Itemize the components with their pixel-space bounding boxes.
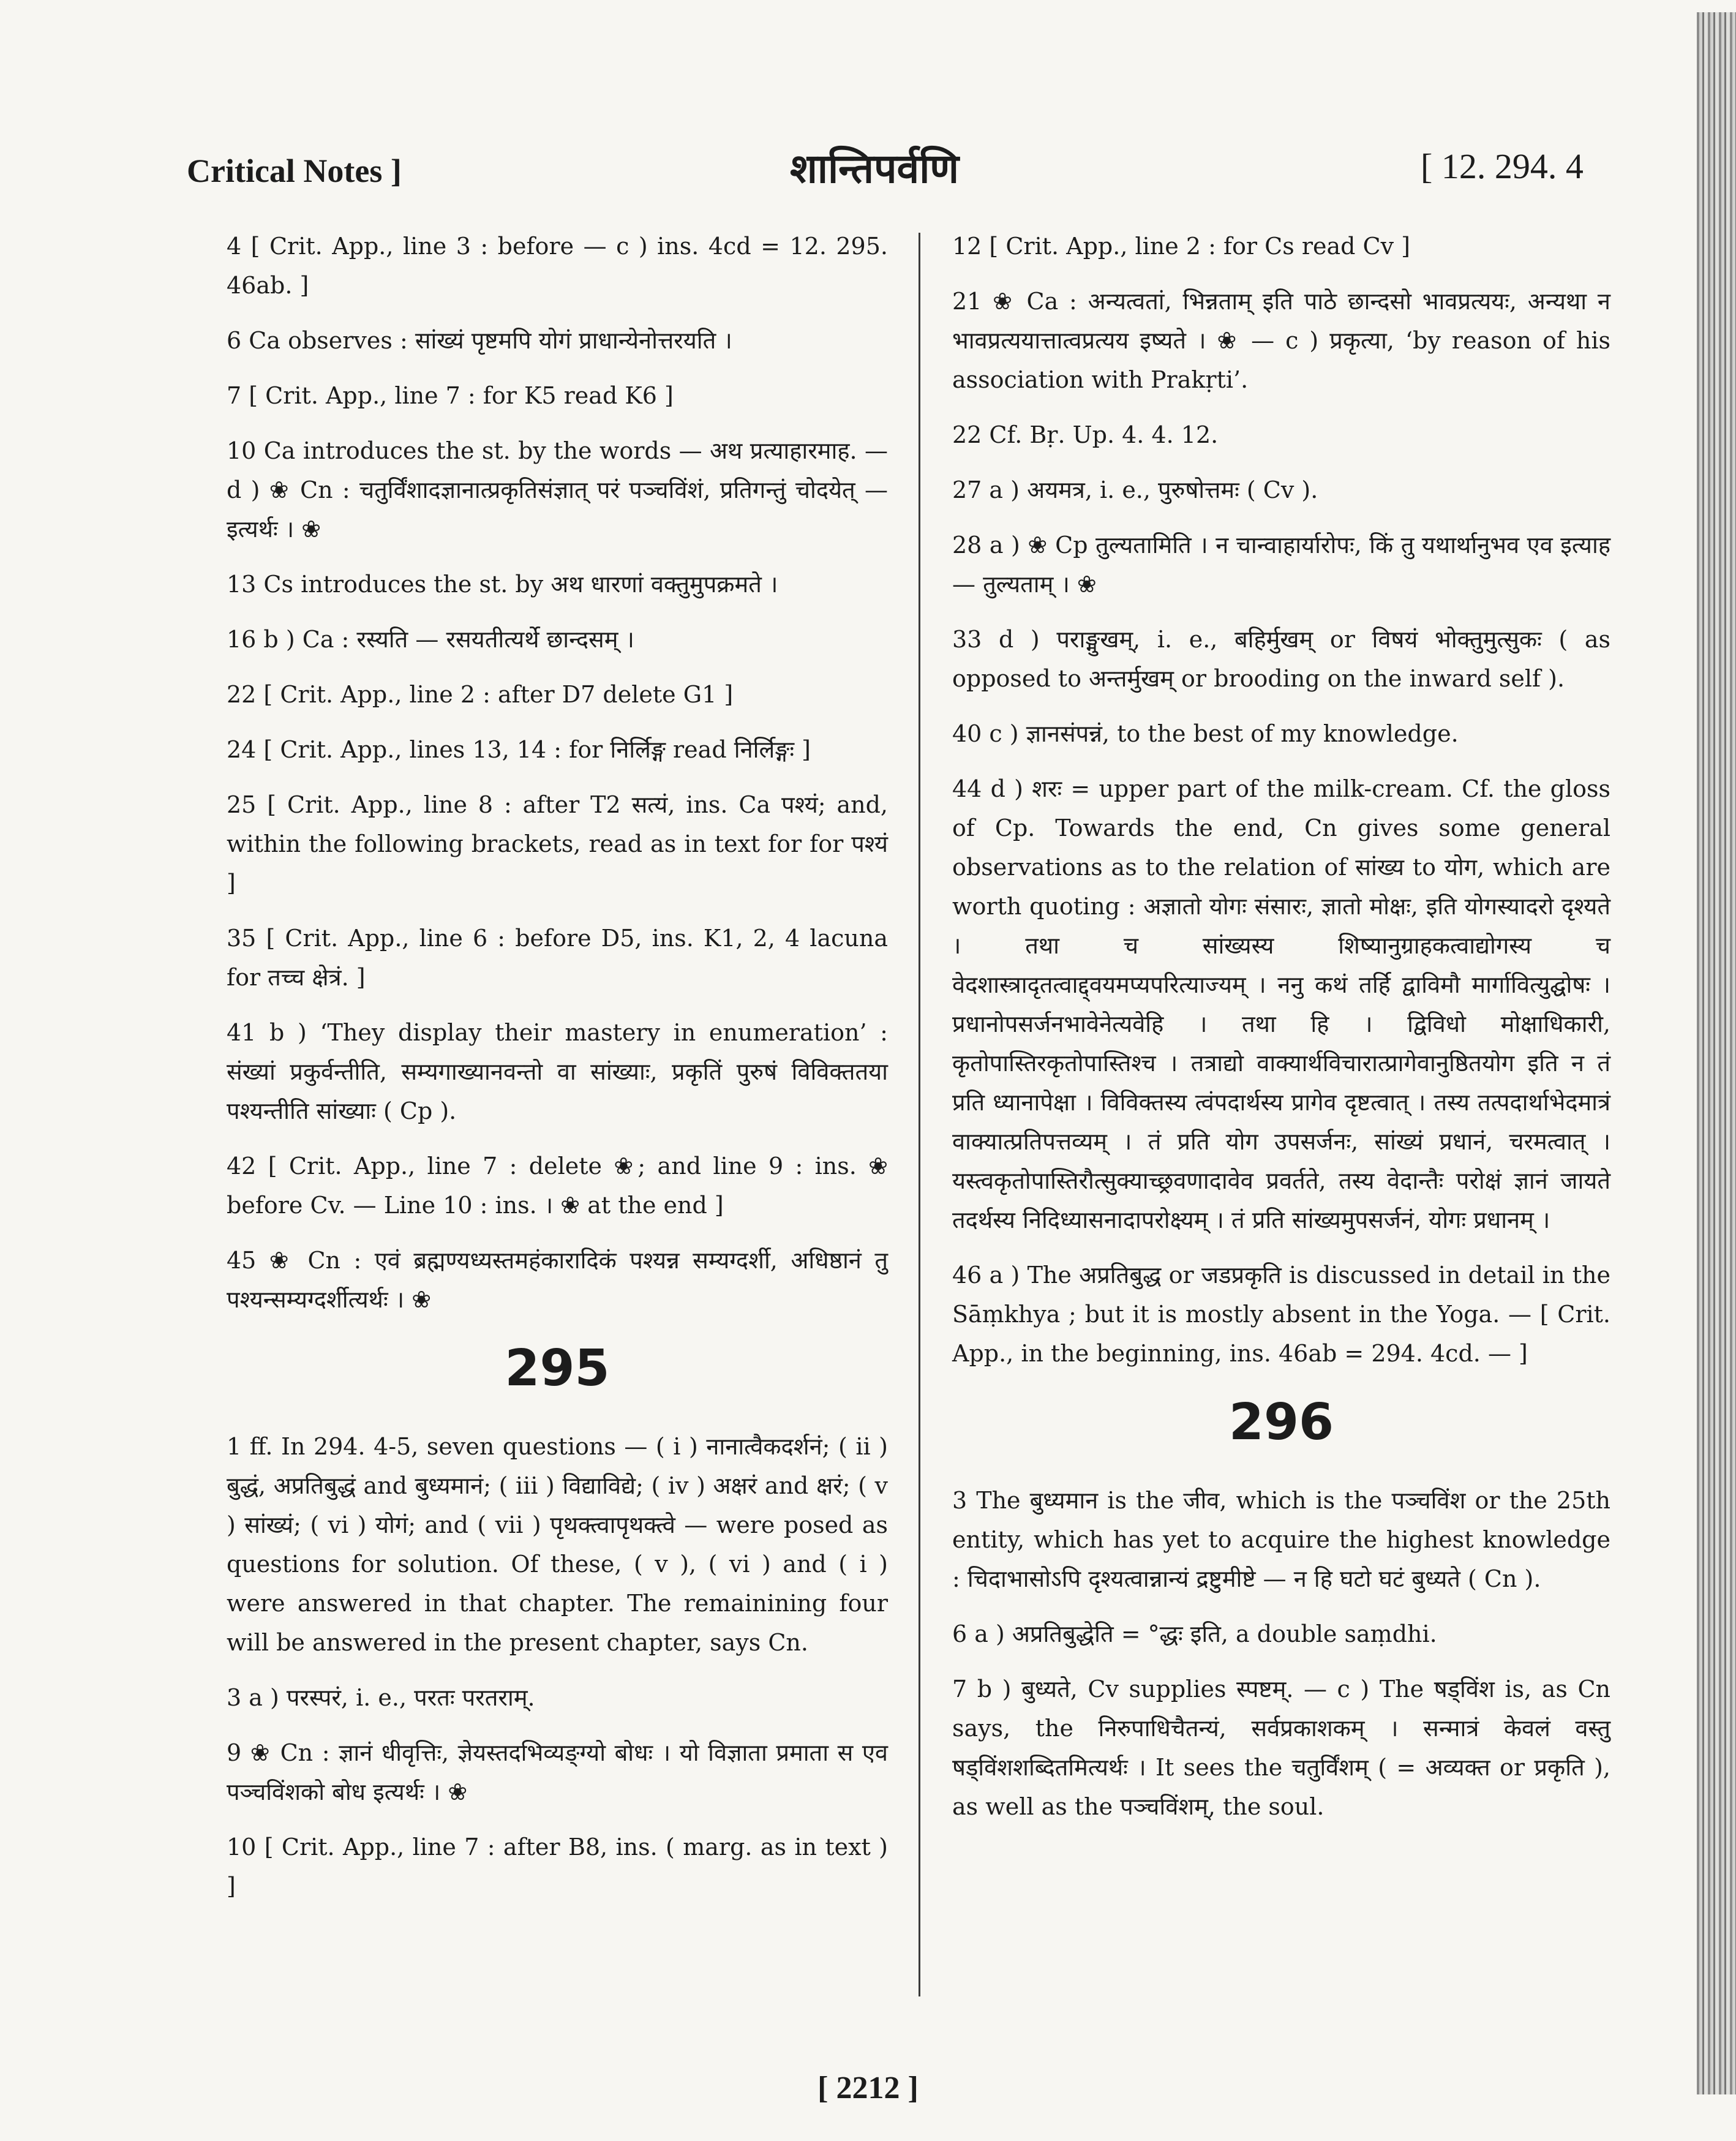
note-item: 6 a ) अप्रतिबुद्धेति = °द्धः इति, a double saṃdhi.: [952, 1620, 1437, 1647]
right-column: [952, 227, 1610, 1880]
note-item: 13 Cs introduces the st. by अथ धारणां वक्तुमुपक्रमते ।: [227, 571, 778, 598]
note-item: 12 [ Crit. App., line 2 : for Cs read Cv ]: [952, 233, 1410, 260]
note-item: 33 d ) पराङ्मुखम्, i. e., बहिर्मुखम् or विषयं भोक्तुमुत्सुकः ( as opposed to अन्तर्मुखम् or brooding on the inward self ).: [952, 626, 1610, 692]
page-header: [0, 140, 1736, 207]
note-item: 44 d ) शरः = upper part of the milk-cream. Cf. the gloss of Cp. Towards the end, Cn gives some general observations as to the relation of सांख्य to योग, which are worth quoting : अज्ञातो योगः संसारः, ज्ञातो मोक्षः, इति योगस्यादरो दृश्यते । तथा च सांख्यस्य शिष्यानुग्राहकत्वाद्योगस्य च वेदशास्त्रादृतत्वाद्द्वयमप्यपरित्याज्यम् । ननु कथं तर्हि द्वाविमौ मार्गावित्युद्घोषः । प्रधानोपसर्जनभावेनेत्यवेहि । तथा हि । द्विविधो मोक्षाधिकारी, कृतोपास्तिरकृतोपास्तिश्च । तत्राद्यो वाक्यार्थविचारात्प्रागेवानुष्ठितयोग इति न तं प्रति ध्यानापेक्षा । विविक्तस्य त्वंपदार्थस्य प्रागेव दृष्टत्वात् । तस्य तत्पदार्थाभेदमात्रं वाक्यात्प्रतिपत्तव्यम् । तं प्रति योग उपसर्जनः, सांख्यं प्रधानं, चरमत्वात् । यस्त्वकृतोपास्तिरौत्सुक्याच्छ्रवणादावेव प्रवर्तते, तस्य वेदान्तैः परोक्षं ज्ञानं जायते तदर्थस्य निदिध्यासनादापरोक्ष्यम् । तं प्रति सांख्यमुपसर्जनं, योगः प्रधानम् ।: [952, 775, 1610, 1233]
left-column: [227, 227, 888, 1900]
note-item: 1 ff. In 294. 4-5, seven questions — ( i ) नानात्वैकदर्शनं; ( ii ) बुद्धं, अप्रतिबुद्धं and बुध्यमानं; ( iii ) विद्याविद्ये; ( iv ) अक्षरं and क्षरं; ( v ) सांख्यं; ( vi ) योगं; and ( vii ) पृथक्त्वापृथक्त्वे — were posed as questions for solution. Of these, ( v ), ( vi ) and ( i ) were answered in that chapter. The remainining four will be answered in the present chapter, says Cn.: [227, 1433, 888, 1656]
note-item: 7 b ) बुध्यते, Cv supplies स्पष्टम्. — c ) The षड्विंश is, as Cn says, the निरुपाधिचैतन्यं, सर्वप्रकाशकम् । सन्मात्रं केवलं वस्तु षड्विंशशब्दितमित्यर्थः । It sees the चतुर्विंशम् ( = अव्यक्त or प्रकृति ), as well as the पञ्चविंशम्, the soul.: [952, 1676, 1610, 1820]
header-section-title: Critical Notes ]: [187, 152, 402, 189]
note-item: 10 [ Crit. App., line 7 : after B8, ins. ( marg. as in text ) ]: [227, 1834, 888, 1900]
note-item: 10 Ca introduces the st. by the words — अथ प्रत्याहारमाह. — d ) ❀ Cn : चतुर्विंशादज्ञानात्प्रकृतिसंज्ञात् परं पञ्चविंशं, प्रतिगन्तुं चोदयेत् — इत्यर्थः । ❀: [227, 437, 888, 543]
note-item: 3 The बुध्यमान is the जीव, which is the पञ्चविंश or the 25th entity, which has yet to acquire the highest knowledge : चिदाभासोऽपि दृश्यत्वान्नान्यं द्रष्टुमीष्टे — न हि घटो घटं बुध्यते ( Cn ).: [952, 1487, 1610, 1592]
page-number: [ 2212 ]: [817, 2071, 919, 2105]
header-reference: [ 12. 294. 4: [1421, 146, 1584, 186]
note-item: 25 [ Crit. App., line 8 : after T2 सत्यं, ins. Ca पश्यं; and, within the following brackets, read as in text for for पश्यं ]: [227, 791, 888, 897]
note-item: 7 [ Crit. App., line 7 : for K5 read K6 ]: [227, 382, 674, 409]
column-divider: [919, 233, 920, 1996]
note-item: 4 [ Crit. App., line 3 : before — c ) ins. 4cd = 12. 295. 46ab. ]: [227, 233, 888, 299]
note-item: 35 [ Crit. App., line 6 : before D5, ins. K1, 2, 4 lacuna for तच्च क्षेत्रं. ]: [227, 925, 888, 991]
note-item: 21 ❀ Ca : अन्यत्वतां, भिन्नताम् इति पाठे छान्दसो भावप्रत्ययः, अन्यथा न भावप्रत्ययात्तात्वप्रत्यय इष्यते । ❀ — c ) प्रकृत्या, ‘by reason of his association with Prakṛti’.: [952, 288, 1610, 393]
chapter-heading: 295: [505, 1339, 610, 1398]
note-item: 45 ❀ Cn : एवं ब्रह्मण्यध्यस्तमहंकारादिकं पश्यन्न सम्यग्दर्शी, अधिष्ठानं तु पश्यन्सम्यग्दर्शीत्यर्थः । ❀: [227, 1247, 888, 1313]
note-item: 16 b ) Ca : रस्यति — रसयतीत्यर्थे छान्दसम् ।: [227, 626, 634, 653]
book-spine-edge: [1697, 12, 1736, 2094]
header-running-title: शान्तिपर्वणि: [790, 145, 960, 192]
note-item: 9 ❀ Cn : ज्ञानं धीवृत्तिः, ज्ञेयस्तदभिव्यङ्ग्यो बोधः । यो विज्ञाता प्रमाता स एव पञ्चविंशको बोध इत्यर्थः । ❀: [227, 1739, 888, 1805]
chapter-heading: 296: [1228, 1393, 1334, 1451]
note-item: 42 [ Crit. App., line 7 : delete ❀; and line 9 : ins. ❀ before Cv. — Line 10 : ins. । ❀ at the end ]: [227, 1153, 888, 1219]
note-item: 24 [ Crit. App., lines 13, 14 : for निर्लिङ्ग read निर्लिङ्गः ]: [227, 736, 811, 763]
note-item: 28 a ) ❀ Cp तुल्यतामिति । न चान्वाहार्यारोपः, किं तु यथार्थानुभव एव इत्याह — तुल्यताम् । ❀: [952, 532, 1610, 598]
note-item: 27 a ) अयमत्र, i. e., पुरुषोत्तमः ( Cv ).: [952, 476, 1318, 503]
note-item: 22 [ Crit. App., line 2 : after D7 delete G1 ]: [227, 681, 734, 708]
note-item: 41 b ) ‘They display their mastery in enumeration’ : संख्यां प्रकुर्वन्तीति, सम्यगाख्यानवन्तो वा सांख्याः, प्रकृतिं पुरुषं विविक्ततया पश्यन्तीति सांख्याः ( Cp ).: [227, 1019, 888, 1124]
note-item: 3 a ) परस्परं, i. e., परतः परतराम्.: [227, 1684, 535, 1711]
note-item: 22 Cf. Bṛ. Up. 4. 4. 12.: [952, 421, 1219, 448]
note-item: 40 c ) ज्ञानसंपन्नं, to the best of my knowledge.: [952, 720, 1459, 747]
note-item: 46 a ) The अप्रतिबुद्ध or जडप्रकृति is discussed in detail in the Sāṃkhya ; but it is mostly absent in the Yoga. — [ Crit. App., in the beginning, ins. 46ab = 294. 4cd. — ]: [952, 1262, 1610, 1367]
note-item: 6 Ca observes : सांख्यं पृष्टमपि योगं प्राधान्येनोत्तरयति ।: [227, 327, 732, 354]
